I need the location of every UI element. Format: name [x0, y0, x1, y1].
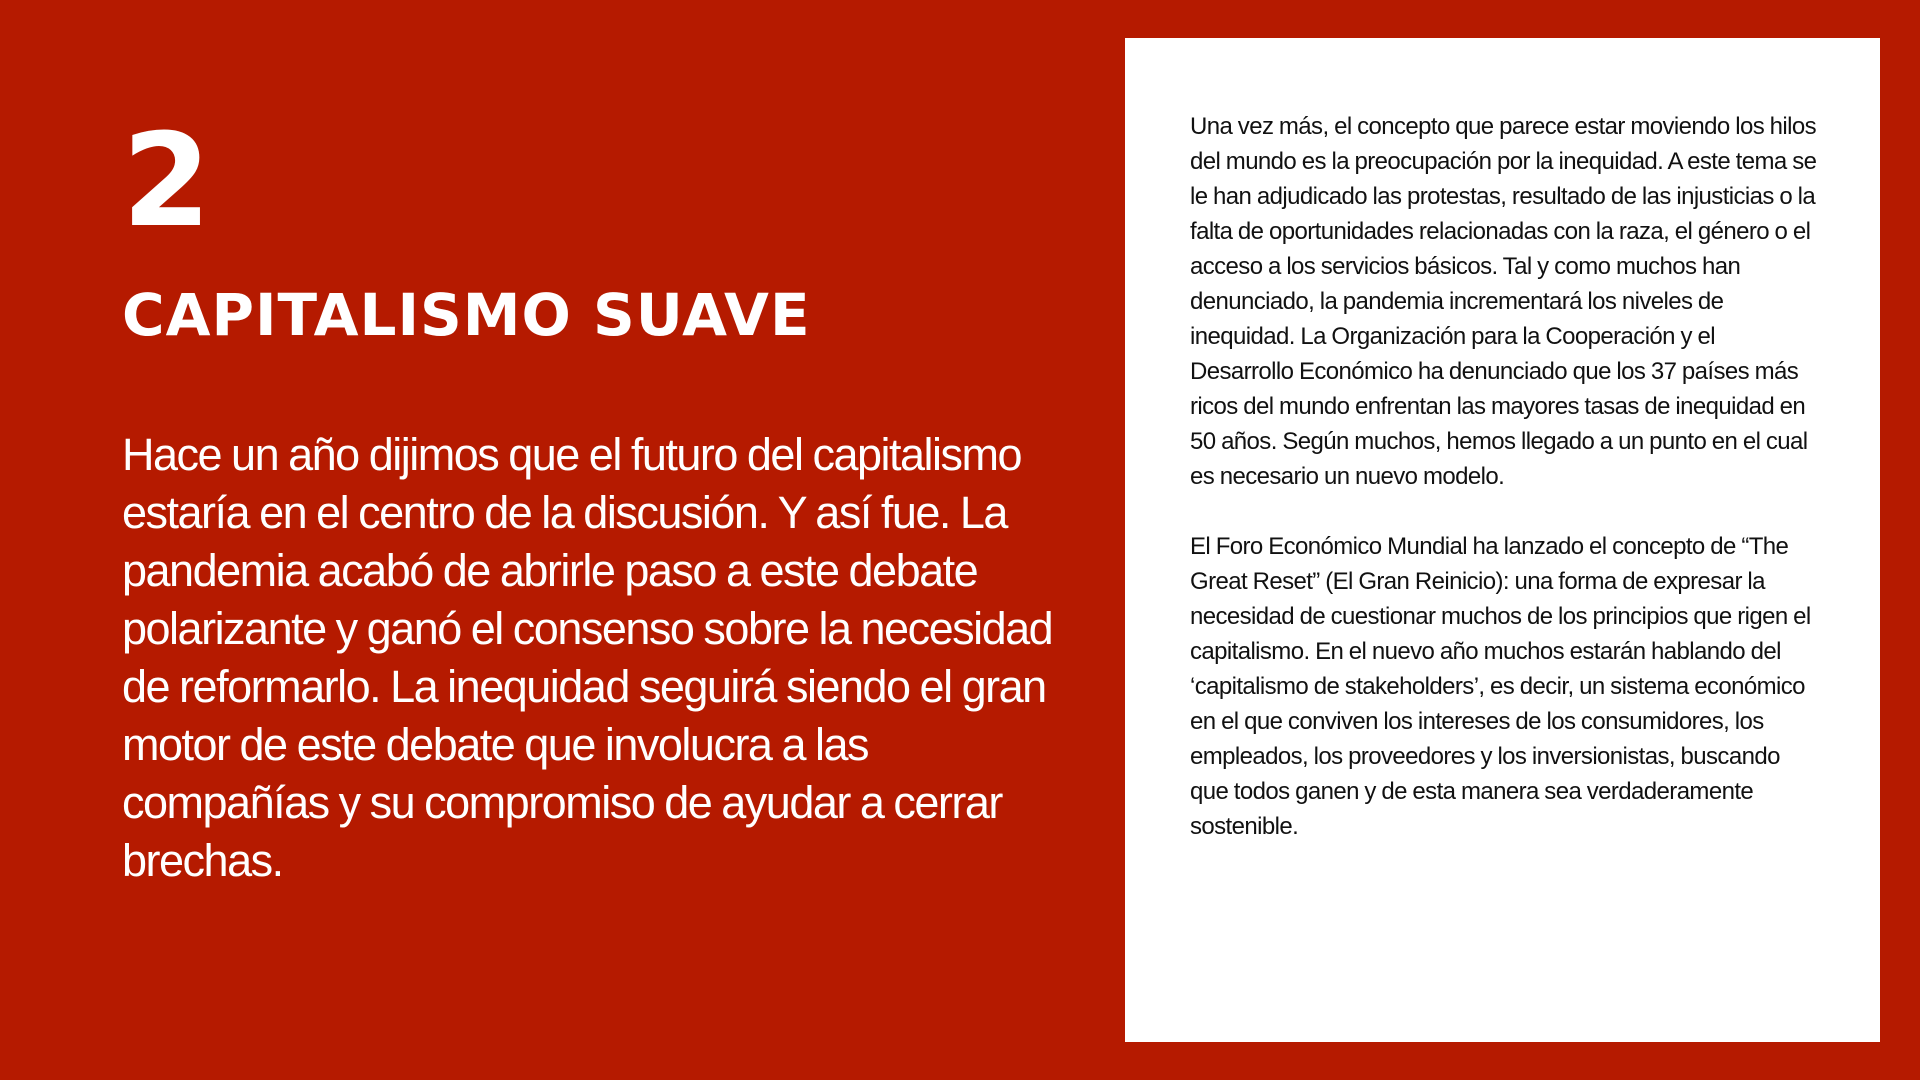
lead-paragraph: Hace un año dijimos que el futuro del capitalismo estaría en el centro de la discusión. Y así fue. La pandemia acabó de abrirle paso a este debate polarizante y ganó el consenso sobre la necesidad de reformarlo. La inequidad seguirá siendo el gran motor de este debate que involucra a las compañías y su compromiso de ayudar a cerrar brechas.	[122, 429, 1053, 886]
panel-paragraph: El Foro Económico Mundial ha lanzado el concepto de “The Great Reset” (El Gran Reinicio): una forma de expresar la necesidad de cuestionar muchos de los principios que rigen el capitalismo. En el nuevo año muchos estarán hablando del ‘capitalismo de stakeholders’, es decir, un sistema económico en el que conviven los intereses de los consumidores, los empleados, los proveedores y los inversionistas, buscando que todos ganen y de esta manera sea verdaderamente sostenible.	[1190, 533, 1811, 840]
text-panel	[1125, 38, 1880, 1042]
section-title: CAPITALISMO SUAVE	[122, 281, 811, 349]
section-number: 2	[122, 107, 210, 256]
panel-paragraph: Una vez más, el concepto que parece estar moviendo los hilos del mundo es la preocupación por la inequidad. A este tema se le han adjudicado las protestas, resultado de las injusticias o la falta de oportunidades relacionadas con la raza, el género o el acceso a los servicios básicos. Tal y como muchos han denunciado, la pandemia incrementará los niveles de inequidad. La Organización para la Cooperación y el Desarrollo Económico ha denunciado que los 37 países más ricos del mundo enfrentan las mayores tasas de inequidad en 50 años. Según muchos, hemos llegado a un punto en el cual es necesario un nuevo modelo.	[1190, 113, 1817, 490]
left-column	[122, 107, 1062, 890]
